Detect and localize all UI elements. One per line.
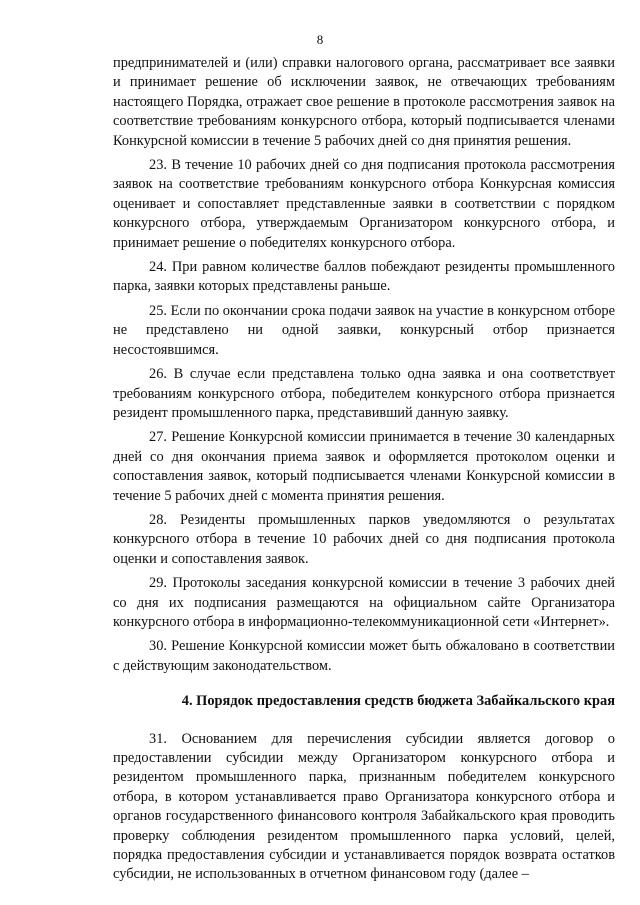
page-number: 8 [316,32,324,47]
paragraph-27: 27. Решение Конкурсной комиссии принимается в течение 30 календарных дней со дня окончания приема заявок и оформляется протоколом оценки и сопоставления заявок, который подписывается членами Конкурсной комиссии в течение 5 рабочих дней с момента принятия решения. [113,429,615,504]
paragraph-29: 29. Протоколы заседания конкурсной комиссии в течение 3 рабочих дней со дня их подписания размещаются на официальном сайте Организатора конкурсного отбора в информационно-телекоммуникационной сети «Интернет». [113,575,615,630]
section-heading: 4. Порядок предоставления средств бюджета Забайкальского края [181,693,615,710]
paragraph-30: 30. Решение Конкурсной комиссии может быть обжаловано в соответствии с действующим законодательством. [113,638,615,674]
paragraph-23: 23. В течение 10 рабочих дней со дня подписания протокола рассмотрения заявок на соответствие требованиям конкурсного отбора Конкурсная комиссия оценивает и сопоставляет представленные заявки в соответствии с порядком конкурсного отбора, утверждаемым Организатором конкурсного отбора, и принимает решение о победителях конкурсного отбора. [113,157,615,251]
paragraph-25: 25. Если по окончании срока подачи заявок на участие в конкурсном отборе не представлено ни одной заявки, конкурсный отбор признается несостоявшимся. [113,302,615,358]
document-body [113,54,615,890]
paragraph-24: 24. При равном количестве баллов побеждают резиденты промышленного парка, заявки которых представлены раньше. [113,259,615,295]
paragraph-26: 26. В случае если представлена только одна заявка и она соответствует требованиям конкурсного отбора, победителем конкурсного отбора признается резидент промышленного парка, представивший данную заявку. [113,366,615,421]
paragraph-22-continuation: предпринимателей и (или) справки налогового органа, рассматривает все заявки и принимает решение об исключении заявок, не отвечающих требованиям настоящего Порядка, отражает свое решение в протоколе рассмотрения заявок на соответствие требованиям конкурсного отбора, который подписывается членами Конкурсной комиссии в течение 5 рабочих дней со дня принятия решения. [113,55,615,149]
paragraph-28: 28. Резиденты промышленных парков уведомляются о результатах конкурсного отбора в течение 10 рабочих дней со дня подписания протокола оценки и сопоставления заявок. [113,511,615,567]
paragraph-31: 31. Основанием для перечисления субсидии является договор о предоставлении субсидии между Организатором конкурсного отбора и резидентом промышленного парка, признанным победителем конкурсного отбора, в котором устанавливается право Организатора конкурсного отбора и органов государственного финансового контроля Забайкальского края проводить проверку соблюдения резидентом промышленного парка условий, целей, порядка предоставления субсидии и устанавливается порядок возврата остатков субсидии, не использованных в отчетном финансовом году (далее – [113,730,615,883]
